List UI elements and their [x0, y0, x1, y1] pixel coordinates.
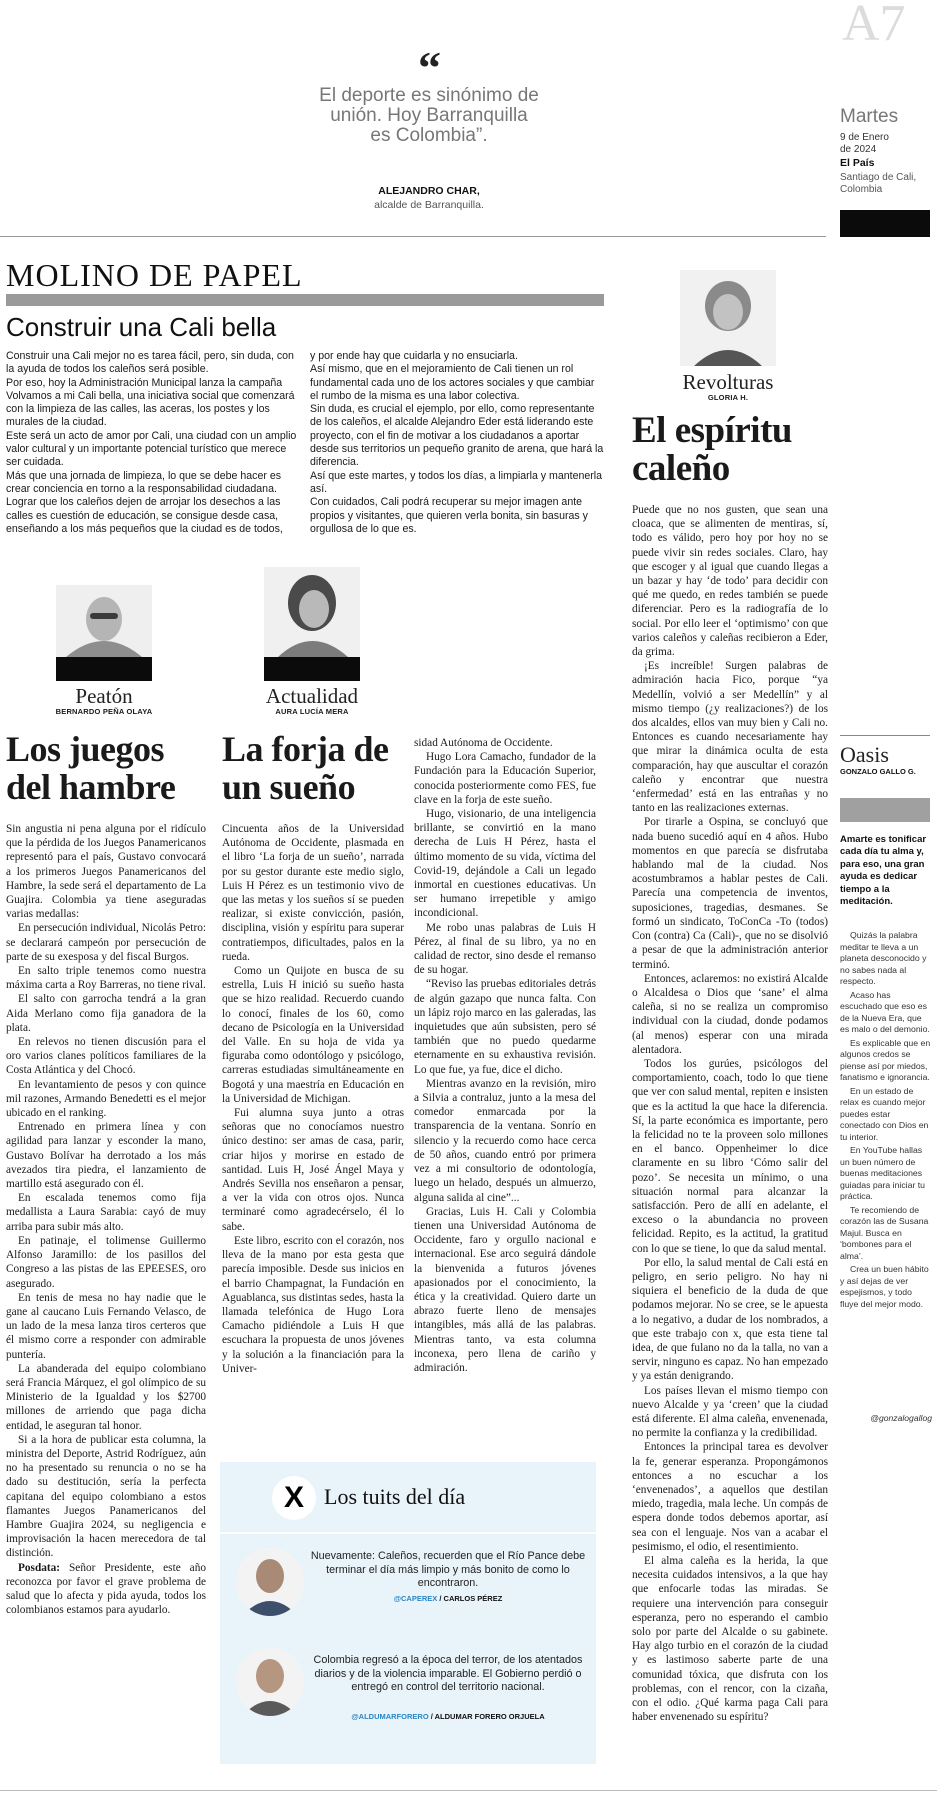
- editorial-paragraph: Este será un acto de amor por Cali, una ciudad con un amplio valor cultural y un importante potencial turístico que merece ser cuidada.: [6, 429, 297, 469]
- quote-text: El deporte es sinónimo de unión. Hoy Barranquilla es Colombia”.: [319, 85, 539, 146]
- bottom-rule: [0, 1790, 937, 1791]
- author-photo-aura: [264, 567, 360, 657]
- revolturas-paragraph: Puede que no nos gusten, que sean una cloaca, que se alimenten de mentiras, sí, todo es válido, pero hoy por hoy no se puede vivir sin redes sociales. Claro, hay que escoger y al igual que cuando llegas a un bazar y hay ‘de todo’ para decidir con qué me quedo, en redes también se puede diferenciar. Pero es la radiografía de lo social. Por ello leer el ‘optimismo’ con que varios caleños y caleñas recibieron a Eder, da grima.: [632, 504, 828, 659]
- tweet-author-1: [310, 1594, 586, 1603]
- author-photo-gloria: [680, 270, 776, 366]
- editorial-paragraph: Lograr que los caleños dejen de arrojar los desechos a las calles es cuestión de educación, se consigue desde casa, enseñando a los más pequeños que la ciudad es de todos,: [6, 496, 283, 535]
- revolturas-column-name: Revolturas: [682, 370, 774, 394]
- paper-name: El País: [840, 157, 875, 169]
- oasis-paragraph: Te recomiendo de corazón las de Susana Majul. Busca en ‘bombones para el alma’.: [840, 1204, 929, 1261]
- quote-mark-icon: “: [418, 42, 441, 93]
- peaton-paragraph: La abanderada del equipo colombiano será Francia Márquez, el gol olímpico de su Ministerio de la Igualdad y los $2700 millones de arriendo que paga dicha entidad, le aseguran tal honor.: [6, 1362, 206, 1432]
- oasis-paragraph: Acaso has escuchado que eso es de la Nueva Era, que es malo o del demonio.: [840, 989, 930, 1034]
- oasis-paragraph: En YouTube hallas un buen número de buenas meditaciones guiadas para iniciar tu práctica.: [840, 1145, 925, 1201]
- oasis-body: [840, 930, 932, 1312]
- revolturas-paragraph: ¡Es increíble! Surgen palabras de admiración hacia Fico, porque “ya Medellín, volvió a ser Medellín” y al mismo tiempo (¿y realizaciones?) de los dos alcaldes, ellos van muy bien y Cali no. Entonces es cuando necesariamente hay que mirar la dinámica oculta de esta comparación, hay que auscultar el corazón caleño y encontrar que nuestra ‘enfermedad’ está en las entrañas y no tanto en las realizaciones externas.: [632, 660, 828, 815]
- peaton-paragraph: El salto con garrocha tendrá a la gran Aida Merlano como fija ganadora de la plata.: [6, 993, 206, 1034]
- oasis-paragraph: En un estado de relax es cuando mejor puedes estar conectado con Dios en tu interior.: [840, 1085, 929, 1142]
- oasis-paragraph: Es explicable que en algunos credos se piense así por miedos, fanatismo e ignorancia.: [840, 1037, 931, 1082]
- actualidad-column-name: Actualidad: [265, 684, 359, 708]
- peaton-paragraph: En relevos no tienen discusión para el oro varios clanes políticos familiares de la Costa Atlántica y del Chocó.: [6, 1036, 206, 1077]
- tweet-handle-2: @ALDUMARFORERO: [351, 1712, 429, 1721]
- peaton-paragraph: Si a la hora de publicar esta columna, la ministra del Deporte, Astrid Rodríguez, aún no ha presentado su renuncia o no se ha dado su destitución, sería la perfecta capitana del equipo colombiano a estos flamantes Juegos Panamericanos del Hambre Guajira 2024, su negligencia e improvisación la hacen merecedora de tal distinción.: [6, 1433, 206, 1560]
- editorial-paragraph: Con cuidados, Cali podrá recuperar su mejor imagen ante propios y visitantes, que quieren verla bonita, sin basuras y orgullosa de lo que es.: [310, 496, 588, 535]
- tweet-text-1: Nuevamente: Caleños, recuerden que el Río Pance debe terminar el día más limpio y más bonito de como lo encontraron.: [310, 1550, 586, 1589]
- revolturas-paragraph: Por tirarle a Ospina, se concluyó que nada bueno sucedió aquí en 4 años. Hubo momentos en que parecía se disfrutaba hablando mal de la ciudad. Nos acostumbramos a hablar pestes de Cali. Parecía una competencia de inventos, suposiciones, tragedias, desmanes. Se formó un sindicato, ToConCa -To (todos) Con (contra) Ca (Cali)-, que no se disolvió a pesar de que la administración anterior terminó.: [632, 816, 828, 971]
- oasis-paragraph: Crea un buen hábito y así dejas de ver espejismos, y todo fluye del mejor modo.: [840, 1264, 929, 1309]
- editorial-paragraph: Más que una jornada de limpieza, lo que se debe hacer es crear conciencia en torno a la responsabilidad ciudadana.: [6, 469, 282, 495]
- actualidad-paragraph: Hugo Lora Camacho, fundador de la Fundación para la Educación Superior, conocida posteriormente como FES, fue clave en la forja de este sueño.: [414, 751, 596, 806]
- place-line1: Santiago de Cali,: [840, 172, 917, 183]
- actualidad-paragraph: “Reviso las pruebas editoriales detrás de algún gazapo que nunca falta. Con un lápiz rojo marco en las galeradas, las inquietudes que aún subsisten, pero sé también que no puedo quedarme eternamente en su exhaustiva revisión. Lo que fue, ya fue, dice el dicho.: [414, 978, 596, 1076]
- peaton-author: BERNARDO PEÑA OLAYA: [55, 707, 153, 716]
- revolturas-paragraph: Entonces, aclaremos: no existirá Alcalde o Alcaldesa o Dios que ‘sane’ el alma caleña, si no se realiza un compromiso individual con la ciudad, donde podamos (al menos) esperar con una mirada alentadora.: [632, 972, 828, 1056]
- peaton-paragraph: En levantamiento de pesos y con quince mil razones, Armando Benedetti es el mejor ubicado en el ranking.: [6, 1078, 206, 1120]
- peaton-headline: Los juegos del hambre: [6, 729, 176, 807]
- editorial-title: Construir una Cali bella: [6, 312, 277, 342]
- date-line2: de 2024: [840, 144, 877, 155]
- x-logo-icon: X: [272, 1476, 316, 1520]
- actualidad-black-bar: [264, 657, 360, 681]
- actualidad-paragraph: Este libro, escrito con el corazón, nos lleva de la mano por esta gesta que parecía imposible. Desde sus inicios en el barrio Champagnat, la Fundación en Aguablanca, sus distintas sedes, hasta la llamada telefónica de Hugo Lora Camacho pidiéndole a Luis H que escuchara la propuesta de unos jóvenes y la solución a la financiación para la Univer-: [222, 1234, 404, 1375]
- peaton-column-name: Peatón: [75, 684, 133, 708]
- date-line1: 9 de Enero: [840, 132, 889, 143]
- weekday: Martes: [840, 106, 899, 127]
- editorial-paragraph: Así mismo, que en el mejoramiento de Cali tienen un rol fundamental cada uno de los actores sociales y que cambiar el rumbo de la misma es una labor colectiva.: [310, 363, 595, 402]
- actualidad-paragraph: Hugo, visionario, de una inteligencia brillante, se convirtió en la mano derecha de Luis H Pérez, hasta el último momento de su vida, víctima del Covid-19, dejándole a Cali un legado inmortal en cuestiones educativas. Un ser humano irrepetible y amigo incondicional.: [414, 808, 596, 920]
- quote-author-role: alcalde de Barranquilla.: [374, 199, 484, 211]
- editorial-section-title: MOLINO DE PAPEL: [6, 257, 303, 293]
- editorial-paragraph: Sin duda, es crucial el ejemplo, por ello, como representante de los caleños, el alcalde Alejandro Eder está liderando este proyecto, con el fin de motivar a los ciudadanos a aportar desde sus territorios un pequeño granito de arena, que hará la diferencia.: [310, 403, 604, 469]
- tweet-avatar-2: [236, 1648, 304, 1716]
- actualidad-paragraph: Como un Quijote en busca de su estrella, Luis H inició su sueño hasta que se hizo realidad. Recuerdo cuando lo conocí, finales de los 60, como decano de Psicología en la Universidad del Valle. En su hoja de vida ya figuraba como odontólogo y psicólogo, carreras estudiadas simultáneamente en Bogotá y una maestría en Educación en la Universidad de Michigan.: [222, 965, 404, 1105]
- place-line2: Colombia: [840, 184, 883, 195]
- oasis-column-name: Oasis: [840, 742, 889, 767]
- editorial-paragraph: y por ende hay que cuidarla y no ensuciarla.: [310, 350, 518, 362]
- editorial-col1: [6, 350, 298, 536]
- peaton-body: [6, 822, 206, 1617]
- oasis-top-rule: [840, 735, 930, 736]
- revolturas-paragraph: Por ello, la salud mental de Cali está en peligro, en serio peligro. No hay ni siquiera el beneficio de la duda de que podamos mejorar. No se cree, se le apuesta a lo negativo, a dudar de los nombrados, a que este trabajo con x, que esta tiene tal idea, de que fulano no da la talla, no van a servir, ninguno es capaz. No han empezado y ya están denigrando.: [632, 1256, 828, 1383]
- peaton-paragraph: Entrenado en primera línea y con agilidad para lanzar y esconder la mano, Gustavo Bolívar ha derrotado a los más avezados tira piedra, el lanzamiento de martillo está asegurado con él.: [6, 1121, 206, 1191]
- oasis-handle: @gonzalogallog: [870, 1413, 932, 1423]
- posdata-label: Posdata:: [18, 1561, 61, 1574]
- revolturas-headline: El espíritu caleño: [632, 410, 792, 489]
- actualidad-paragraph: Fui alumna suya junto a otras señoras que no conocíamos nuestro único destino: ser amas de casa, parir, criar hijos y morirse en estado de santidad. Luis H, José Ángel Maya y Andrés Sevilla nos enseñaron a pensar, a ver la vida con otros ojos. Nunca terminaré como agradecérselo, él lo sabe.: [222, 1107, 404, 1233]
- editorial-col2: [310, 350, 604, 536]
- revolturas-paragraph: Todos los gurúes, psicólogos del comportamiento, coach, todo lo que tiene que ver con salud mental, repiten e insisten que es la actitud la que hace la diferencia. Sí, la parte económica es importante, pero la felicidad no te la proveen solo millones en el banco. Oppenheimer lo dice claramente en su libro ‘Cómo salir del pozo’. Se necesita un mínimo, o una situación normal para alcanzar la satisfacción. Pero de allí en adelante, el exceso o la abundancia no proveen felicidad. Repito, es la actitud, la gratitud con lo que se tiene, lo que da salud mental.: [632, 1057, 828, 1255]
- oasis-lead: Amarte es tonificar cada día tu alma y, para eso, una gran ayuda es dedicar tiempo a la meditación.: [840, 834, 927, 908]
- actualidad-paragraph: Mientras avanzo en la revisión, miro a Silvia a contraluz, junto a la mesa del comedor enmarcada por la transparencia de la ventana. Sonrío en silencio y la recuerdo como hace cerca de 50 años, cuando entró por primera vez a mi consultorio de odontología, luego un helado, después un almuerzo, alguna salida al cine”...: [414, 1077, 596, 1204]
- revolturas-paragraph: El alma caleña es la herida, la que necesita cuidados intensivos, a la que hay que enfocarle todas las miradas. Se requiere una intervención para conseguir esperanza, pero no esperando el cambio solo por parte del Alcalde o su gabinete. Hay algo turbio en el corazón de la ciudad y es lastimoso saberte parte de una comunidad tóxica, que disfruta con los problemas, con el rencor, con la cizaña, con el odio. ¿Qué karma paga Cali para haber envenenado su espíritu?: [632, 1555, 828, 1724]
- tweet-name-1: / CARLOS PÉREZ: [437, 1594, 503, 1603]
- header-rule: [0, 236, 826, 237]
- actualidad-paragraph: sidad Autónoma de Occidente.: [414, 737, 553, 749]
- peaton-paragraph: En patinaje, el tolimense Guillermo Alfonso Jaramillo: de los pasillos del Congreso a las pistas de las EPEESES, oro asegurado.: [6, 1234, 206, 1290]
- tweets-box: [220, 1462, 596, 1764]
- actualidad-headline: La forja de un sueño: [222, 729, 389, 807]
- revolturas-author: GLORIA H.: [707, 393, 749, 402]
- revolturas-paragraph: Entonces la principal tarea es devolver la fe, generar esperanza. Propongámonos entonces a no escuchar a los ‘envenenados’, a aquellos que destilan miedo, tragedia, mala leche. Un compás de espera donde todos debemos aportar, así sea con el lenguaje. Nos van a acabar el pesimismo, el odio, el resentimiento.: [632, 1441, 828, 1553]
- tweet-handle-1: @CAPEREX: [393, 1594, 438, 1603]
- actualidad-paragraph: Gracias, Luis H. Cali y Colombia tienen una Universidad Autónoma de Occidente, faro y orgullo nacional e internacional. Ese arco seguirá dándole la bienvenida a futuros jóvenes apasionados por el conocimiento, la ética y la creatividad. Quiero darte un abrazo fuerte lleno de mensajes intangibles, más allá de las palabras. Mientras tanto, va esta columna inconexa, pero llena de cariño y admiración.: [414, 1205, 596, 1374]
- actualidad-paragraph: Cincuenta años de la Universidad Autónoma de Occidente, plasmada en el libro ‘La forja de un sueño’, narrada por su gestor durante este medio siglo, Luis H Pérez es un testimonio vivo de que las metas y los sueños sí se pueden realizar, si existe convicción, pasión, disciplina, visión y espíritu para superar contratiempos, dificultades, palos en la rueda.: [222, 823, 404, 963]
- tweet-name-2: / ALDUMAR FORERO ORJUELA: [428, 1712, 545, 1721]
- tweets-section-title: Los tuits del día: [324, 1484, 466, 1509]
- author-photo-bernardo: [56, 585, 152, 657]
- peaton-paragraph: En escalada tenemos como fija medallista a Laura Sarabia: cayó de muy arriba para subir más alto.: [6, 1192, 206, 1233]
- peaton-paragraph: Sin angustia ni pena alguna por el ridículo que la pérdida de los Juegos Panamericanos representó para el país, Gustavo convocará a los primeros Juegos Panamericanos del Hambre, la sede será el departamento de La Guajira. Colombia ya tiene aseguradas varias medallas:: [6, 823, 206, 921]
- tweet-author-2: [310, 1712, 586, 1721]
- tweet-avatar-1: [236, 1548, 304, 1616]
- posdata-text: Señor Presidente, este año reconozca por favor el grave problema de salud que lo afecta y pida ayuda, todos los colombianos estamos para ayudarlo.: [6, 1561, 206, 1617]
- revolturas-body: [632, 503, 828, 1724]
- editorial-gray-bar: [6, 294, 604, 306]
- oasis-paragraph: Quizás la palabra meditar te lleva a un planeta desconocido y no sabes nada al respecto.: [840, 930, 927, 986]
- actualidad-author: AURA LUCÍA MERA: [275, 707, 349, 716]
- oasis-gray-bar: [840, 798, 930, 822]
- tweet-text-2: Colombia regresó a la época del terror, de los atentados diarios y de la violencia imparable. El Gobierno perdió o entregó en control del territorio nacional.: [313, 1654, 583, 1693]
- editorial-paragraph: Así que este martes, y todos los días, a limpiarla y mantenerla así.: [310, 469, 603, 495]
- peaton-paragraph: En persecución individual, Nicolás Petro: se declarará campeón por persecución de parte de su exesposa y del fiscal Burgos.: [6, 922, 206, 963]
- actualidad-paragraph: Me robo unas palabras de Luis H Pérez, al final de su libro, ya no en calidad de rector, sino desde el remanso de su hogar.: [414, 921, 596, 977]
- actualidad-col1: [222, 822, 404, 1376]
- peaton-paragraph: En tenis de mesa no hay nadie que le gane al caucano Luis Fernando Velasco, de un lado de la mesa lanza tiros certeros que él mismo corre a responder con admirable puntería.: [6, 1291, 206, 1361]
- revolturas-paragraph: Los países llevan el mismo tiempo con nuevo Alcalde y ya ‘creen’ que la ciudad está diferente. El alma caleña, envenenada, no permite la confianza y la credibilidad.: [632, 1384, 828, 1440]
- peaton-posdata: [6, 1561, 206, 1618]
- tweets-divider: [220, 1532, 596, 1534]
- page-number: A7: [842, 0, 906, 52]
- actualidad-col2: [414, 736, 596, 1375]
- peaton-paragraph: En salto triple tenemos como nuestra máxima carta a Roy Barreras, no tiene rival.: [6, 965, 206, 992]
- header-black-bar: [840, 210, 930, 237]
- editorial-paragraph: Construir una Cali mejor no es tarea fácil, pero, sin duda, con la ayuda de todos los caleños será posible.: [6, 350, 294, 376]
- editorial-paragraph: Por eso, hoy la Administración Municipal lanza la campaña Volvamos a mi Cali bella, una iniciativa social que comenzará con la limpieza de las calles, las aceras, los postes y los murales de la ciudad.: [6, 376, 295, 429]
- peaton-black-bar: [56, 657, 152, 681]
- oasis-author: GONZALO GALLO G.: [840, 767, 916, 776]
- quote-author: ALEJANDRO CHAR,: [378, 185, 480, 197]
